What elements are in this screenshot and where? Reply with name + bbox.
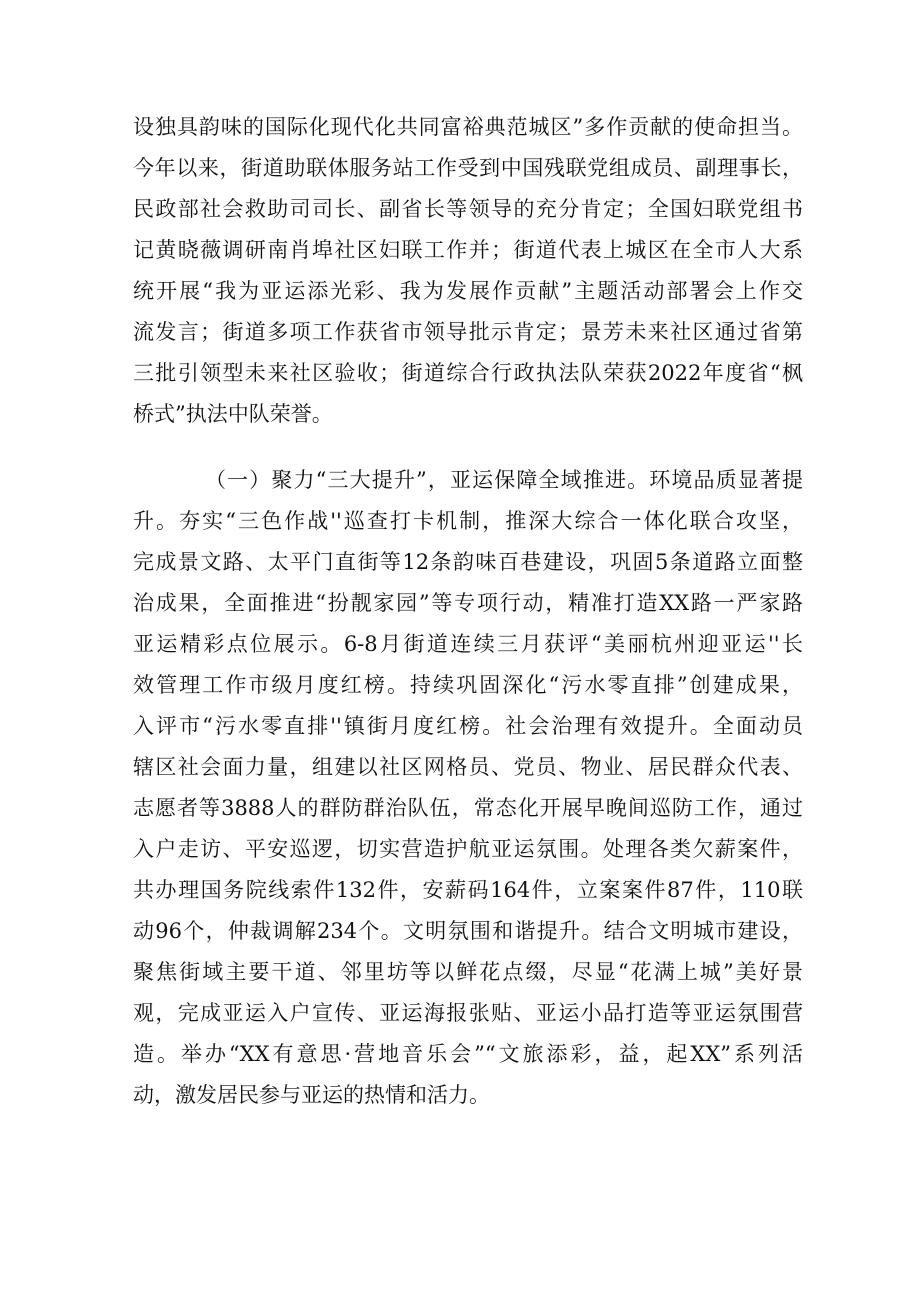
- text-line: （一）聚力“三大提升”，亚运保障全域推进。环境品质显著提: [205, 468, 803, 492]
- text-line: 观，完成亚运入户宣传、亚运海报张贴、亚运小品打造等亚运氛围营: [133, 1001, 803, 1025]
- text-line: 治成果，全面推进“扮靓家园”等专项行动，精准打造XX路一严家路: [133, 591, 803, 615]
- text-line: 流发言；街道多项工作获省市领导批示肯定；景芳未来社区通过省第: [133, 320, 803, 344]
- text-line: 志愿者等3888人的群防群治队伍，常态化开展早晚间巡防工作，通过: [133, 796, 803, 820]
- text-line: 设独具韵味的国际化现代化共同富裕典范城区”多作贡献的使命担当。: [133, 115, 803, 139]
- text-line: 辖区社会面力量，组建以社区网格员、党员、物业、居民群众代表、: [133, 755, 803, 779]
- text-line: 共办理国务院线索件132件，安薪码164件，立案案件87件，110联: [133, 878, 803, 902]
- text-line: 造。举办“XX有意思·营地音乐会”“文旅添彩，益，起XX”系列活: [133, 1042, 803, 1066]
- text-line: 升。夯实“三色作战''巡查打卡机制，推深大综合一体化联合攻坚，: [133, 509, 803, 533]
- text-line: 完成景文路、太平门直街等12条韵味百巷建设，巩固5条道路立面整: [133, 550, 803, 574]
- text-line: 今年以来，街道助联体服务站工作受到中国残联党组成员、副理事长，: [133, 156, 803, 180]
- text-line: 聚焦街域主要干道、邻里坊等以鲜花点缀，尽显“花满上城”美好景: [133, 960, 803, 984]
- text-line: 动，激发居民参与亚运的热情和活力。: [133, 1083, 490, 1107]
- text-line: 统开展“我为亚运添光彩、我为发展作贡献”主题活动部署会上作交: [133, 279, 803, 303]
- text-line: 效管理工作市级月度红榜。持续巩固深化“污水零直排”创建成果，: [133, 673, 803, 697]
- text-line: 入户走访、平安巡逻，切实营造护航亚运氛围。处理各类欠薪案件，: [133, 837, 803, 861]
- text-line: 桥式”执法中队荣誉。: [133, 402, 333, 426]
- text-line: 亚运精彩点位展示。6-8月街道连续三月获评“美丽杭州迎亚运''长: [133, 632, 803, 656]
- text-line: 三批引领型未来社区验收；街道综合行政执法队荣获2022年度省“枫: [133, 361, 803, 385]
- text-line: 记黄晓薇调研南肖埠社区妇联工作并；街道代表上城区在全市人大系: [133, 238, 803, 262]
- text-line: 民政部社会救助司司长、副省长等领导的充分肯定；全国妇联党组书: [133, 197, 803, 221]
- text-line: 动96个，仲裁调解234个。文明氛围和谐提升。结合文明城市建设，: [133, 919, 803, 943]
- text-line: 入评市“污水零直排''镇街月度红榜。社会治理有效提升。全面动员: [133, 714, 803, 738]
